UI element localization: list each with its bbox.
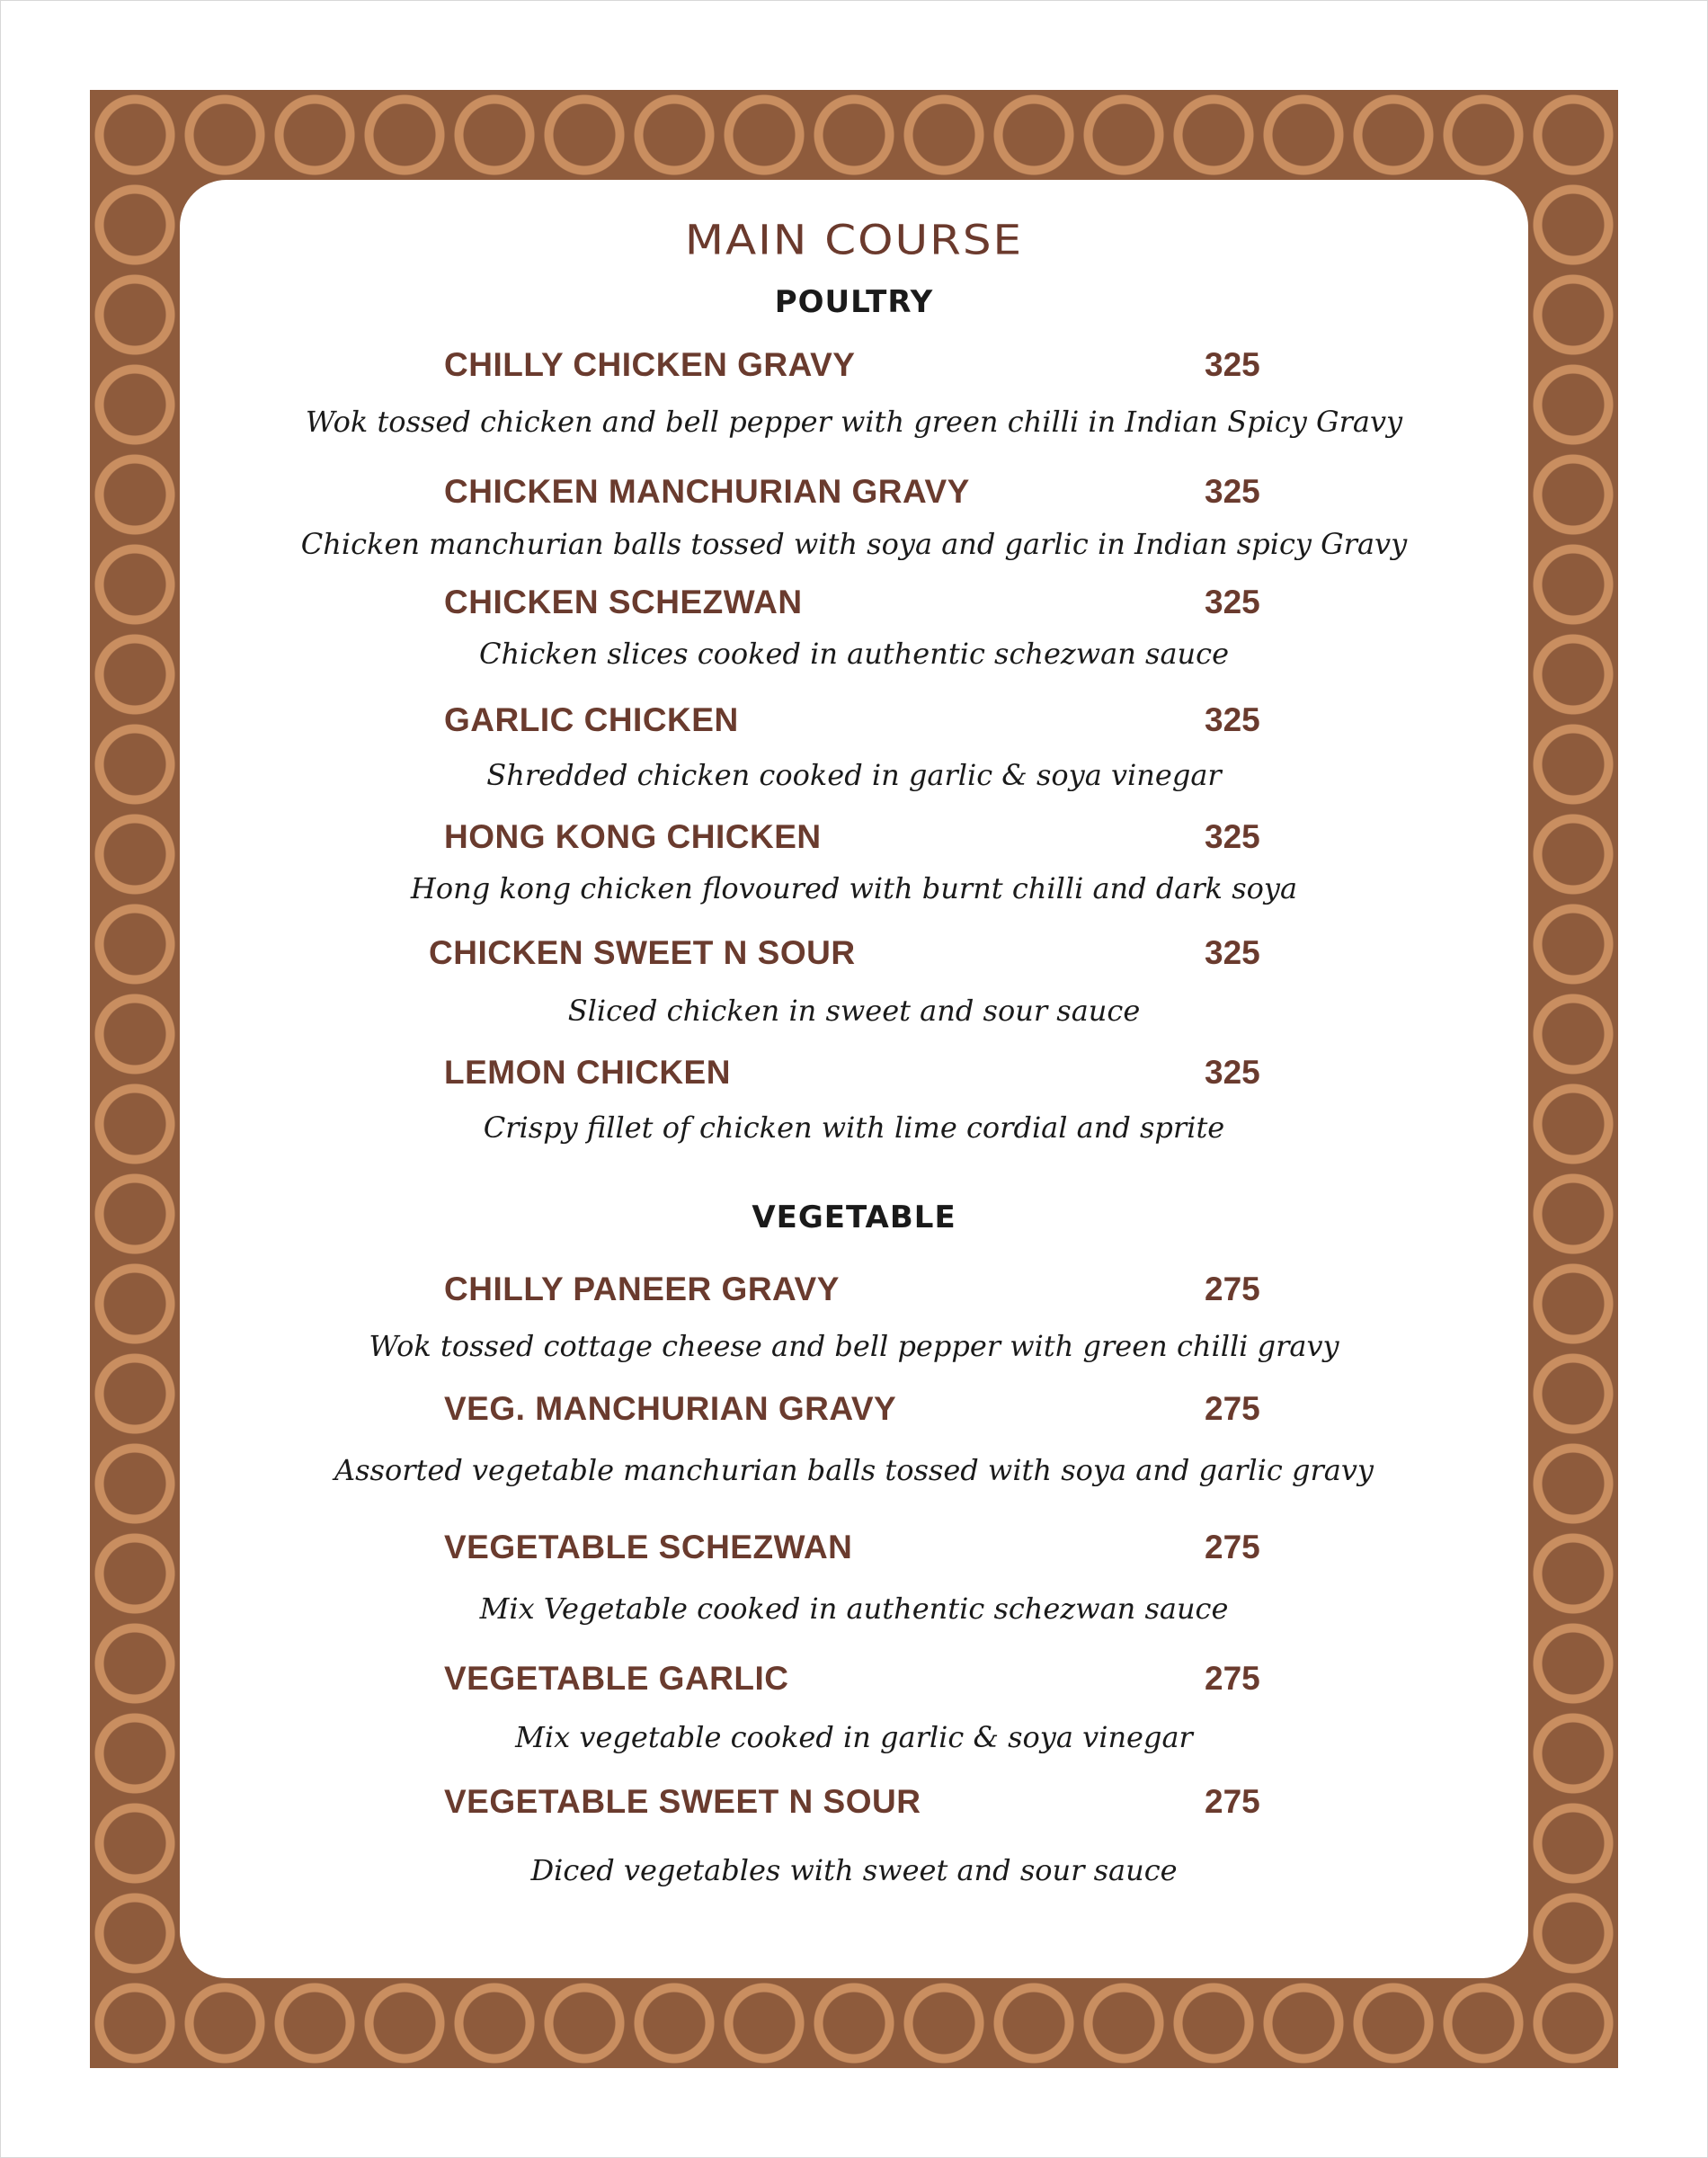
item-name: VEGETABLE SWEET N SOUR	[444, 1783, 921, 1820]
item-description: Sliced chicken in sweet and sour sauce	[567, 994, 1141, 1028]
menu-card	[180, 180, 1528, 1978]
item-name: VEGETABLE GARLIC	[444, 1660, 789, 1697]
section-title-vegetable: VEGETABLE	[752, 1199, 956, 1235]
item-name: HONG KONG CHICKEN	[444, 818, 822, 855]
item-price: 275	[1205, 1390, 1260, 1427]
item-description: Wok tossed cottage cheese and bell pepper with green chilli gravy	[369, 1329, 1339, 1363]
item-price: 275	[1205, 1783, 1260, 1820]
item-description: Diced vegetables with sweet and sour sauce	[530, 1853, 1178, 1887]
section-title-poultry: POULTRY	[774, 284, 934, 320]
item-name: GARLIC CHICKEN	[444, 701, 739, 738]
item-description: Mix vegetable cooked in garlic & soya vinegar	[515, 1720, 1193, 1754]
item-name: VEGETABLE SCHEZWAN	[444, 1529, 853, 1565]
item-name: CHICKEN MANCHURIAN GRAVY	[444, 473, 970, 510]
item-description: Mix Vegetable cooked in authentic schezwan sauce	[479, 1592, 1229, 1626]
item-price: 275	[1205, 1529, 1260, 1565]
menu-title: MAIN COURSE	[684, 216, 1024, 264]
item-description: Assorted vegetable manchurian balls tossed with soya and garlic gravy	[334, 1453, 1374, 1487]
item-description: Crispy fillet of chicken with lime cordial and sprite	[483, 1110, 1225, 1145]
item-price: 275	[1205, 1660, 1260, 1697]
item-name: CHILLY PANEER GRAVY	[444, 1271, 840, 1307]
item-description: Chicken manchurian balls tossed with soya and garlic in Indian spicy Gravy	[300, 527, 1408, 561]
item-price: 325	[1205, 1054, 1260, 1091]
item-name: CHILLY CHICKEN GRAVY	[444, 346, 856, 383]
item-price: 325	[1205, 346, 1260, 383]
item-description: Chicken slices cooked in authentic schezwan sauce	[478, 637, 1229, 671]
item-price: 325	[1205, 584, 1260, 620]
item-name: CHICKEN SWEET N SOUR	[429, 934, 856, 971]
item-price: 325	[1205, 473, 1260, 510]
item-description: Hong kong chicken flovoured with burnt chilli and dark soya	[410, 871, 1298, 905]
item-description: Shredded chicken cooked in garlic & soya vinegar	[486, 758, 1222, 792]
item-price: 325	[1205, 818, 1260, 855]
item-name: CHICKEN SCHEZWAN	[444, 584, 803, 620]
item-price: 275	[1205, 1271, 1260, 1307]
item-name: VEG. MANCHURIAN GRAVY	[444, 1390, 897, 1427]
item-price: 325	[1205, 934, 1260, 971]
item-name: LEMON CHICKEN	[444, 1054, 731, 1091]
item-price: 325	[1205, 701, 1260, 738]
item-description: Wok tossed chicken and bell pepper with green chilli in Indian Spicy Gravy	[305, 405, 1403, 439]
